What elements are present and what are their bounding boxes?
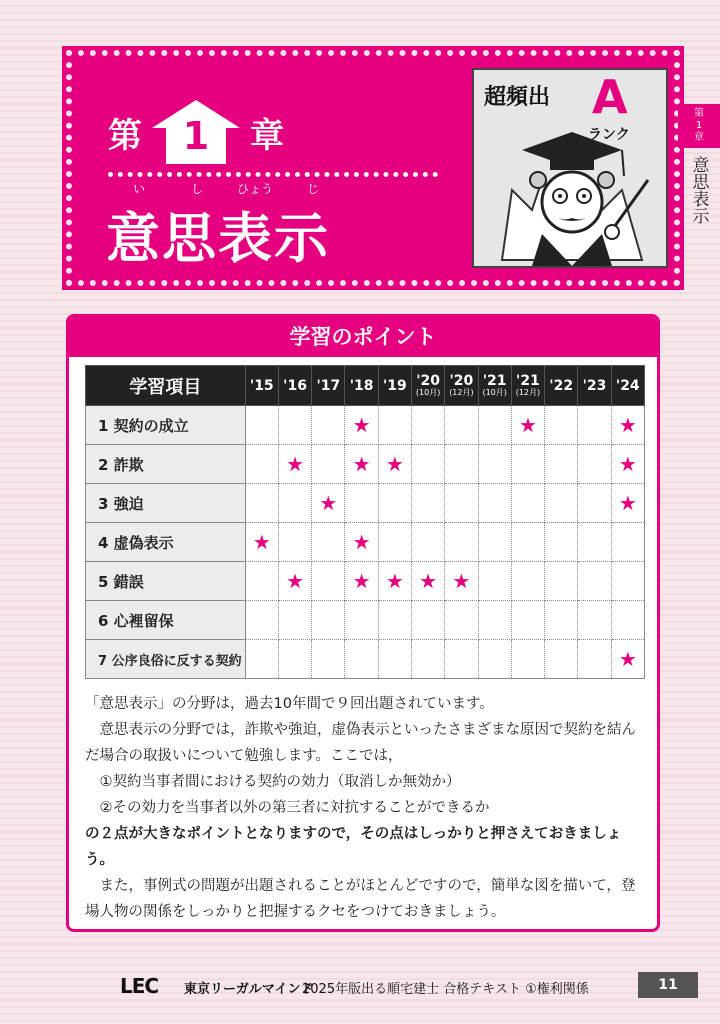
exam-frequency-table: [85, 365, 645, 679]
empty-cell: [345, 640, 378, 679]
star-mark: ★: [278, 562, 311, 601]
ruby-1: い: [132, 182, 145, 196]
study-item: 4 虚偽表示: [86, 523, 246, 562]
learning-points-box: [66, 314, 660, 932]
chapter-header: [66, 50, 680, 286]
lec-logo: LEC: [120, 974, 159, 998]
star-mark: ★: [345, 523, 378, 562]
star-mark: ★: [312, 484, 345, 523]
empty-cell: [245, 562, 278, 601]
empty-cell: [412, 640, 445, 679]
star-mark: ★: [412, 562, 445, 601]
empty-cell: [511, 562, 544, 601]
star-mark: ★: [345, 562, 378, 601]
year-header: [378, 366, 411, 406]
rank-box: [472, 68, 668, 268]
empty-cell: [511, 445, 544, 484]
empty-cell: [478, 562, 511, 601]
empty-cell: [245, 640, 278, 679]
rank-letter: A: [592, 70, 628, 124]
empty-cell: [445, 640, 478, 679]
year-label: '23: [582, 377, 607, 394]
empty-cell: [578, 484, 611, 523]
table-row: [86, 523, 645, 562]
side-tab-label: 意思表示: [688, 156, 709, 224]
rank-label: 超頻出: [484, 85, 551, 110]
title-ruby: [110, 180, 342, 197]
star-mark: ★: [278, 445, 311, 484]
star-mark: ★: [611, 445, 644, 484]
chapter-title: 意思表示: [106, 207, 330, 270]
ruby-4: じ: [306, 182, 319, 196]
empty-cell: [478, 484, 511, 523]
body-paragraph: ①契約当事者間における契約の効力（取消しか無効か）: [99, 774, 461, 790]
empty-cell: [445, 445, 478, 484]
year-label: '22: [549, 377, 574, 394]
empty-cell: [278, 484, 311, 523]
study-item: 6 心裡留保: [86, 601, 246, 640]
empty-cell: [578, 640, 611, 679]
empty-cell: [545, 562, 578, 601]
empty-cell: [445, 484, 478, 523]
company-name: 東京リーガルマインド: [184, 982, 314, 997]
year-header: [511, 366, 544, 406]
empty-cell: [445, 523, 478, 562]
chapter-suffix: 章: [250, 115, 284, 156]
year-label: '21: [516, 373, 540, 389]
table-row: [86, 640, 645, 679]
table-header-row: [86, 366, 645, 406]
empty-cell: [611, 562, 644, 601]
star-mark: ★: [345, 406, 378, 445]
year-label: '20: [416, 373, 441, 389]
house-icon: [152, 100, 240, 164]
year-header: [312, 366, 345, 406]
empty-cell: [345, 484, 378, 523]
year-header: [412, 366, 445, 406]
table-row: [86, 562, 645, 601]
empty-cell: [378, 484, 411, 523]
star-mark: ★: [345, 445, 378, 484]
year-note: (12月): [515, 388, 541, 397]
empty-cell: [578, 562, 611, 601]
study-item: 3 強迫: [86, 484, 246, 523]
year-label: '20: [449, 373, 474, 389]
year-header: [278, 366, 311, 406]
rank-sub: ランク: [588, 127, 630, 143]
empty-cell: [278, 406, 311, 445]
year-label: '19: [382, 377, 407, 394]
study-item: 2 詐欺: [86, 445, 246, 484]
chapter-line: [108, 100, 284, 164]
page-number: 11: [638, 972, 698, 998]
study-item: 5 錯誤: [86, 562, 246, 601]
year-label: '18: [349, 377, 374, 394]
empty-cell: [245, 445, 278, 484]
empty-cell: [378, 640, 411, 679]
star-mark: ★: [378, 445, 411, 484]
chapter-number: 1: [182, 114, 210, 158]
study-item: 7 公序良俗に反する契約: [86, 640, 246, 679]
empty-cell: [578, 523, 611, 562]
year-note: (10月): [482, 388, 507, 397]
star-mark: ★: [611, 484, 644, 523]
empty-cell: [312, 445, 345, 484]
year-label: '21: [482, 373, 507, 389]
empty-cell: [345, 601, 378, 640]
star-mark: ★: [378, 562, 411, 601]
empty-cell: [478, 640, 511, 679]
table-row: [86, 484, 645, 523]
empty-cell: [378, 523, 411, 562]
table-row: [86, 445, 645, 484]
year-label: '24: [615, 377, 640, 394]
year-header: [345, 366, 378, 406]
book-title: 2025年版出る順宅建士 合格テキスト ①権利関係: [302, 982, 589, 997]
ruby-2: し: [190, 182, 203, 196]
year-note: (10月): [415, 388, 441, 397]
year-label: '16: [283, 377, 307, 394]
empty-cell: [545, 406, 578, 445]
empty-cell: [278, 523, 311, 562]
year-label: '17: [316, 377, 341, 394]
body-paragraph: ②その効力を当事者以外の第三者に対抗することができるか: [99, 800, 490, 816]
empty-cell: [478, 601, 511, 640]
year-label: '15: [249, 377, 274, 394]
year-header: [611, 366, 644, 406]
empty-cell: [511, 484, 544, 523]
year-header: [578, 366, 611, 406]
empty-cell: [611, 523, 644, 562]
star-mark: ★: [611, 406, 644, 445]
empty-cell: [245, 406, 278, 445]
body-paragraph: また，事例式の問題が出題されることがほとんどですので，簡単な図を描いて，登場人物の関係をしっかりと把握するクセをつけておきましょう。: [85, 878, 636, 920]
body-paragraph: 意思表示の分野では，詐欺や強迫，虚偽表示といったさまざまな原因で契約を結んだ場合の取扱いについて勉強します。ここでは，: [85, 722, 636, 764]
year-header: [245, 366, 278, 406]
chapter-side-tab[interactable]: [678, 104, 720, 224]
empty-cell: [412, 484, 445, 523]
year-header: [445, 366, 478, 406]
empty-cell: [378, 601, 411, 640]
body-paragraph: の２点が大きなポイントとなりますので，その点はしっかりと押さえておきましょう。: [85, 826, 622, 868]
body-paragraph: 「意思表示」の分野は，過去10年間で９回出題されています。: [85, 696, 494, 712]
table-row: [86, 601, 645, 640]
empty-cell: [511, 523, 544, 562]
empty-cell: [278, 601, 311, 640]
empty-cell: [478, 445, 511, 484]
star-mark: ★: [445, 562, 478, 601]
body-text: [85, 691, 647, 925]
empty-cell: [445, 601, 478, 640]
table-row: [86, 406, 645, 445]
empty-cell: [412, 601, 445, 640]
chapter-prefix: 第: [108, 115, 142, 156]
empty-cell: [278, 640, 311, 679]
empty-cell: [312, 640, 345, 679]
points-heading: 学習のポイント: [69, 317, 657, 357]
year-header: [545, 366, 578, 406]
empty-cell: [511, 601, 544, 640]
empty-cell: [545, 640, 578, 679]
year-note: (12月): [449, 388, 474, 397]
empty-cell: [412, 406, 445, 445]
empty-cell: [478, 523, 511, 562]
empty-cell: [312, 406, 345, 445]
empty-cell: [578, 601, 611, 640]
empty-cell: [545, 601, 578, 640]
dotted-divider: [108, 172, 438, 177]
empty-cell: [478, 406, 511, 445]
study-item: 1 契約の成立: [86, 406, 246, 445]
star-mark: ★: [611, 640, 644, 679]
year-header: [478, 366, 511, 406]
empty-cell: [445, 406, 478, 445]
empty-cell: [245, 484, 278, 523]
empty-cell: [545, 445, 578, 484]
empty-cell: [545, 484, 578, 523]
professor-mascot-icon: [482, 110, 662, 266]
empty-cell: [578, 445, 611, 484]
empty-cell: [245, 601, 278, 640]
empty-cell: [312, 562, 345, 601]
star-mark: ★: [511, 406, 544, 445]
side-tab-chapter: 第 1 章: [678, 104, 720, 148]
empty-cell: [412, 445, 445, 484]
empty-cell: [378, 406, 411, 445]
table-header-item: 学習項目: [86, 366, 246, 406]
star-mark: ★: [245, 523, 278, 562]
empty-cell: [312, 601, 345, 640]
empty-cell: [312, 523, 345, 562]
empty-cell: [412, 523, 445, 562]
empty-cell: [578, 406, 611, 445]
empty-cell: [545, 523, 578, 562]
footer: [0, 972, 720, 1002]
table-body: [86, 406, 645, 679]
empty-cell: [611, 601, 644, 640]
ruby-3: ひょう: [236, 182, 273, 196]
empty-cell: [511, 640, 544, 679]
